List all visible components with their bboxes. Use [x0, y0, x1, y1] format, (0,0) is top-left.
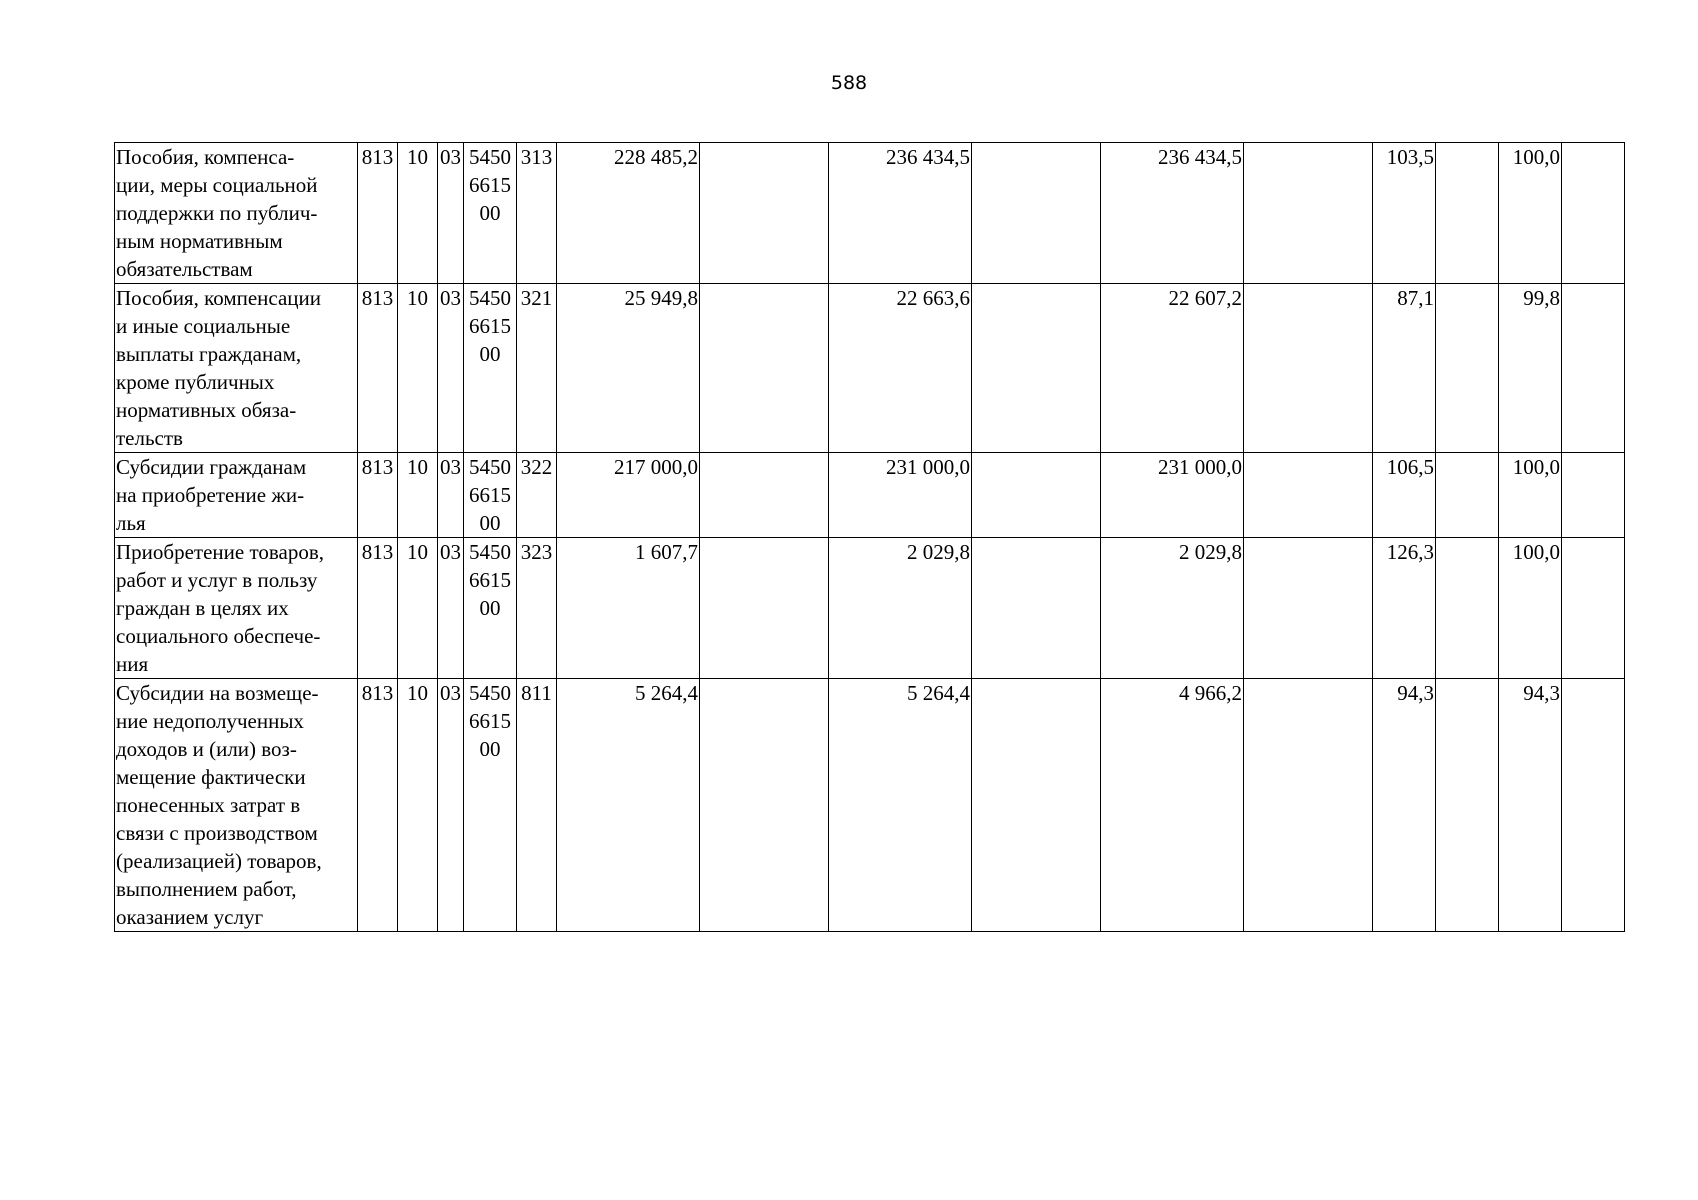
- expense-type-cell: 313: [517, 143, 557, 284]
- table-row: [115, 538, 1625, 679]
- row-name-cell: Пособия, компенсации и иные социальные выплаты гражданам, кроме публичных нормативных обяза- тельств: [115, 284, 358, 453]
- expense-type-cell: 321: [517, 284, 557, 453]
- value-cell-2: 22 663,6: [829, 284, 972, 453]
- empty-cell: [1436, 284, 1499, 453]
- target-article-cell: 5450 6615 00: [464, 538, 517, 679]
- grbs-cell: 813: [358, 284, 398, 453]
- budget-table: [114, 142, 1625, 932]
- target-article-cell: 5450 6615 00: [464, 143, 517, 284]
- grbs-cell: 813: [358, 679, 398, 932]
- empty-cell: [1436, 453, 1499, 538]
- value-cell-2: 231 000,0: [829, 453, 972, 538]
- table-row: [115, 284, 1625, 453]
- section-cell: 10: [398, 143, 438, 284]
- section-cell: 10: [398, 284, 438, 453]
- percent-cell-1: 87,1: [1373, 284, 1436, 453]
- value-cell-1: 5 264,4: [557, 679, 700, 932]
- empty-cell: [972, 453, 1101, 538]
- table-row: [115, 453, 1625, 538]
- row-name-cell: Пособия, компенса- ции, меры социальной поддержки по публич- ным нормативным обязательствам: [115, 143, 358, 284]
- subsection-cell: 03: [438, 538, 464, 679]
- empty-cell: [972, 679, 1101, 932]
- percent-cell-1: 106,5: [1373, 453, 1436, 538]
- percent-cell-2: 94,3: [1499, 679, 1562, 932]
- empty-cell: [1244, 453, 1373, 538]
- empty-cell: [972, 538, 1101, 679]
- percent-cell-2: 99,8: [1499, 284, 1562, 453]
- empty-cell: [1562, 679, 1625, 932]
- value-cell-3: 22 607,2: [1101, 284, 1244, 453]
- grbs-cell: 813: [358, 143, 398, 284]
- percent-cell-2: 100,0: [1499, 143, 1562, 284]
- row-name-cell: Субсидии гражданам на приобретение жи- лья: [115, 453, 358, 538]
- empty-cell: [1562, 143, 1625, 284]
- page-number: 588: [830, 72, 868, 94]
- empty-cell: [700, 453, 829, 538]
- empty-cell: [972, 284, 1101, 453]
- percent-cell-2: 100,0: [1499, 538, 1562, 679]
- empty-cell: [1562, 284, 1625, 453]
- value-cell-3: 2 029,8: [1101, 538, 1244, 679]
- target-article-cell: 5450 6615 00: [464, 679, 517, 932]
- target-article-cell: 5450 6615 00: [464, 284, 517, 453]
- value-cell-2: 236 434,5: [829, 143, 972, 284]
- grbs-cell: 813: [358, 538, 398, 679]
- empty-cell: [1244, 538, 1373, 679]
- empty-cell: [700, 538, 829, 679]
- value-cell-1: 217 000,0: [557, 453, 700, 538]
- value-cell-1: 228 485,2: [557, 143, 700, 284]
- value-cell-3: 236 434,5: [1101, 143, 1244, 284]
- section-cell: 10: [398, 679, 438, 932]
- section-cell: 10: [398, 538, 438, 679]
- empty-cell: [700, 284, 829, 453]
- empty-cell: [1244, 143, 1373, 284]
- percent-cell-1: 126,3: [1373, 538, 1436, 679]
- empty-cell: [1562, 453, 1625, 538]
- section-cell: 10: [398, 453, 438, 538]
- subsection-cell: 03: [438, 453, 464, 538]
- percent-cell-1: 103,5: [1373, 143, 1436, 284]
- empty-cell: [972, 143, 1101, 284]
- percent-cell-1: 94,3: [1373, 679, 1436, 932]
- empty-cell: [1436, 679, 1499, 932]
- expense-type-cell: 322: [517, 453, 557, 538]
- value-cell-1: 1 607,7: [557, 538, 700, 679]
- percent-cell-2: 100,0: [1499, 453, 1562, 538]
- value-cell-2: 2 029,8: [829, 538, 972, 679]
- subsection-cell: 03: [438, 679, 464, 932]
- empty-cell: [1244, 679, 1373, 932]
- value-cell-3: 4 966,2: [1101, 679, 1244, 932]
- empty-cell: [700, 679, 829, 932]
- value-cell-1: 25 949,8: [557, 284, 700, 453]
- empty-cell: [1562, 538, 1625, 679]
- subsection-cell: 03: [438, 143, 464, 284]
- expense-type-cell: 811: [517, 679, 557, 932]
- value-cell-2: 5 264,4: [829, 679, 972, 932]
- table-row: [115, 679, 1625, 932]
- subsection-cell: 03: [438, 284, 464, 453]
- empty-cell: [1436, 143, 1499, 284]
- empty-cell: [700, 143, 829, 284]
- grbs-cell: 813: [358, 453, 398, 538]
- empty-cell: [1436, 538, 1499, 679]
- table-row: [115, 143, 1625, 284]
- empty-cell: [1244, 284, 1373, 453]
- target-article-cell: 5450 6615 00: [464, 453, 517, 538]
- expense-type-cell: 323: [517, 538, 557, 679]
- value-cell-3: 231 000,0: [1101, 453, 1244, 538]
- row-name-cell: Субсидии на возмеще- ние недополученных доходов и (или) воз- мещение фактически понесенных затрат в связи с производством (реализацией) товаров, выполнением работ, оказанием услуг: [115, 679, 358, 932]
- row-name-cell: Приобретение товаров, работ и услуг в пользу граждан в целях их социального обеспече- ния: [115, 538, 358, 679]
